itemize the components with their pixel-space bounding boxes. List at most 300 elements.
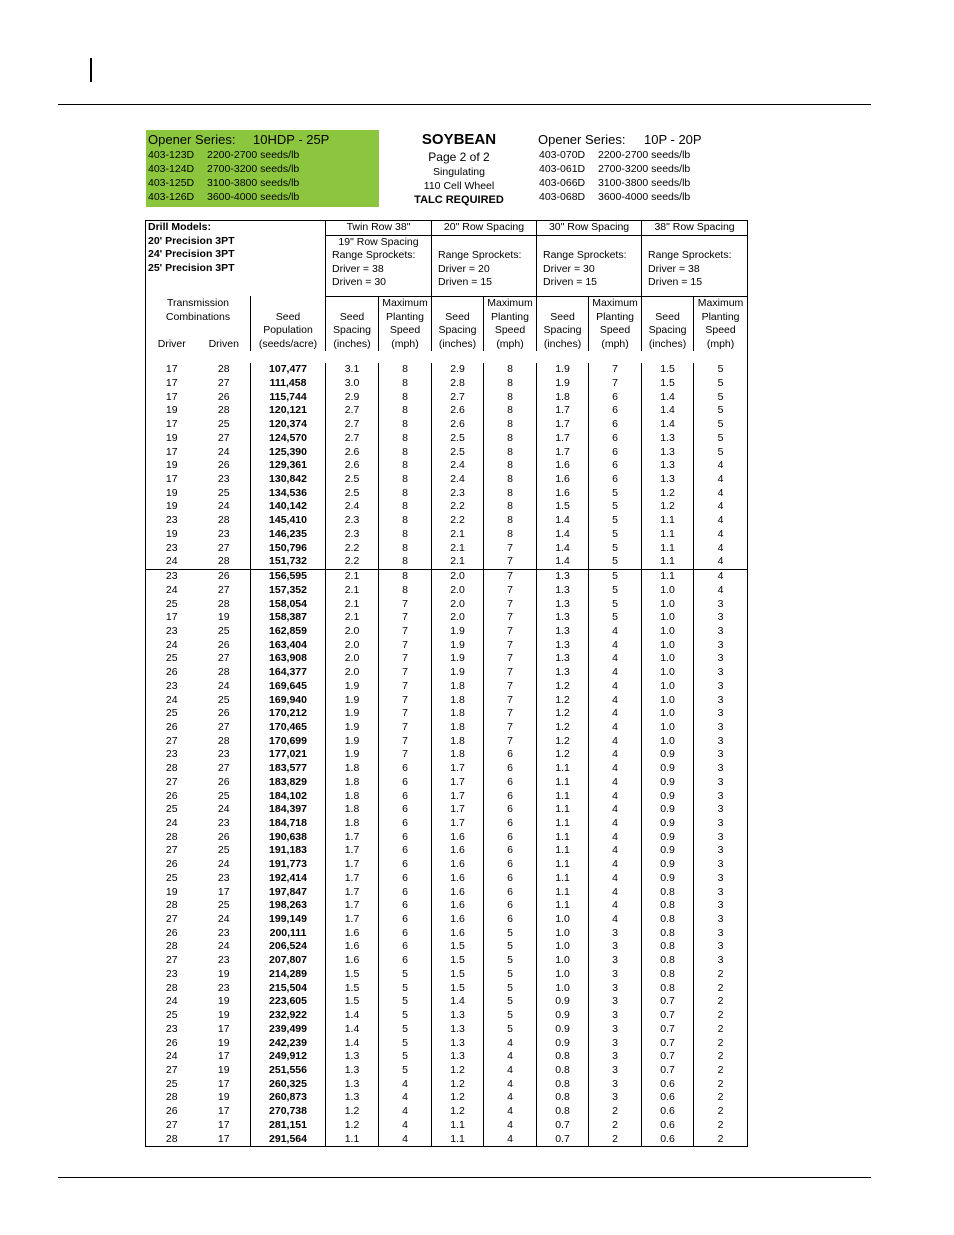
speed-header-line: (mph) (391, 337, 419, 350)
population-cell: 184,718 (251, 817, 326, 831)
speed-cell: 6 (379, 762, 432, 776)
driven-cell: 23 (217, 954, 230, 967)
speed-cell: 7 (379, 707, 432, 721)
population-cell: 239,499 (251, 1023, 326, 1037)
spacing-cell: 1.5 (432, 982, 484, 996)
population-cell: 191,183 (251, 844, 326, 858)
spacing-cell: 2.8 (432, 377, 484, 391)
driver-cell: 23 (146, 968, 198, 982)
speed-cell: 4 (484, 1050, 537, 1064)
spacing-header (537, 296, 589, 351)
table-row (146, 459, 748, 473)
speed-cell: 8 (484, 514, 537, 528)
speed-header-line: (mph) (706, 337, 735, 350)
speed-cell: 4 (484, 1078, 537, 1092)
speed-cell: 6 (379, 803, 432, 817)
spacing-cell: 0.6 (642, 1119, 694, 1133)
speed-cell: 3 (589, 1009, 642, 1023)
spacing-cell: 1.0 (642, 652, 694, 666)
speed-cell: 2 (694, 1091, 748, 1105)
speed-cell: 3 (694, 817, 748, 831)
spacing-cell: 1.1 (537, 858, 589, 872)
speed-cell: 3 (589, 1037, 642, 1051)
driver-cell: 23 (146, 1023, 198, 1037)
population-cell: 199,149 (251, 913, 326, 927)
speed-header-line: Planting (596, 310, 635, 323)
speed-cell: 7 (484, 694, 537, 708)
spacing-cell: 1.6 (432, 844, 484, 858)
spacing-cell: 1.7 (326, 844, 379, 858)
spacing-cell: 1.7 (326, 858, 379, 872)
speed-cell: 5 (694, 404, 748, 418)
spacing-cell: 1.3 (642, 446, 694, 460)
spacing-cell: 0.6 (642, 1091, 694, 1105)
spacing-cell: 1.9 (537, 377, 589, 391)
table-row (146, 954, 748, 968)
table-row (146, 1009, 748, 1023)
spacing-cell: 0.9 (537, 1023, 589, 1037)
spacing-header-line: Spacing (543, 324, 582, 337)
driven-cell: 27 (217, 377, 230, 389)
speed-cell: 2 (694, 968, 748, 982)
spacing-header-line (326, 297, 378, 311)
speed-cell: 8 (379, 555, 432, 569)
population-cell: 130,842 (251, 473, 326, 487)
speed-cell: 8 (484, 432, 537, 446)
spacing-cell: 1.2 (642, 500, 694, 514)
population-cell: 120,121 (251, 404, 326, 418)
spacing-cell: 1.7 (326, 913, 379, 927)
spacing-cell: 1.6 (326, 954, 379, 968)
speed-cell: 4 (484, 1133, 537, 1147)
spacing-cell: 1.2 (537, 735, 589, 749)
driver-cell: 19 (146, 459, 198, 473)
spacing-cell: 0.9 (642, 803, 694, 817)
spacing-cell: 2.6 (326, 459, 379, 473)
spacing-cell: 0.8 (537, 1050, 589, 1064)
spacing-cell: 2.3 (326, 528, 379, 542)
driven-cell: 24 (217, 445, 230, 458)
speed-cell: 2 (694, 1064, 748, 1078)
speed-cell: 4 (589, 762, 642, 776)
population-cell: 129,361 (251, 459, 326, 473)
speed-cell: 2 (694, 1105, 748, 1119)
speed-cell: 2 (694, 1023, 748, 1037)
driver-cell: 17 (146, 363, 198, 377)
population-cell: 232,922 (251, 1009, 326, 1023)
speed-cell: 3 (694, 707, 748, 721)
spacing-cell: 1.4 (642, 404, 694, 418)
population-header (251, 296, 326, 351)
driver-cell: 24 (146, 694, 198, 708)
spacing-cell: 2.9 (432, 363, 484, 377)
spacing-cell: 2.1 (326, 570, 379, 584)
speed-cell: 6 (379, 872, 432, 886)
driven-cell: 17 (217, 1118, 230, 1131)
spacing-cell: 1.7 (537, 418, 589, 432)
spacing-cell: 1.2 (537, 694, 589, 708)
driver-cell: 28 (146, 899, 198, 913)
population-cell: 192,414 (251, 872, 326, 886)
spacing-cell: 2.6 (326, 446, 379, 460)
speed-cell: 8 (379, 542, 432, 556)
range-sprockets (432, 249, 537, 290)
seed-size-range: 3600-4000 seeds/lb (207, 191, 300, 203)
speed-cell: 3 (694, 899, 748, 913)
footer-rule (58, 1177, 871, 1178)
spacing-cell: 1.3 (642, 459, 694, 473)
spacing-header-line: Seed (550, 310, 575, 323)
spacing-cell: 1.1 (537, 790, 589, 804)
drill-model: 20' Precision 3PT (148, 234, 235, 247)
population-cell: 177,021 (251, 748, 326, 762)
speed-cell: 4 (379, 1078, 432, 1092)
speed-cell: 7 (379, 721, 432, 735)
spacing-cell: 1.4 (326, 1009, 379, 1023)
speed-cell: 8 (484, 404, 537, 418)
speed-cell: 6 (484, 872, 537, 886)
sprocket-driven: Driven = 15 (438, 276, 493, 289)
table-row (146, 1105, 748, 1119)
speed-header-line: Speed (599, 324, 631, 337)
speed-cell: 3 (694, 803, 748, 817)
speed-cell: 6 (589, 418, 642, 432)
sprocket-driven: Driven = 30 (332, 276, 387, 289)
speed-cell: 6 (484, 803, 537, 817)
driver-cell: 27 (146, 735, 198, 749)
spacing-cell: 1.1 (537, 886, 589, 900)
speed-cell: 7 (484, 555, 537, 569)
spacing-cell: 1.0 (537, 940, 589, 954)
driver-cell: 17 (146, 446, 198, 460)
spacing-cell: 1.1 (537, 844, 589, 858)
table-row (146, 721, 748, 735)
spacing-cell: 2.5 (432, 432, 484, 446)
speed-cell: 6 (379, 858, 432, 872)
speed-cell: 3 (694, 886, 748, 900)
margin-bar (90, 58, 92, 82)
part-number: 403-066D (539, 177, 586, 189)
driven-cell: 26 (198, 570, 251, 584)
speed-cell: 5 (694, 432, 748, 446)
speed-cell: 4 (379, 1133, 432, 1147)
speed-header (379, 296, 432, 351)
spacing-cell: 1.5 (432, 940, 484, 954)
speed-cell: 6 (379, 927, 432, 941)
speed-cell: 6 (379, 817, 432, 831)
speed-cell: 6 (484, 913, 537, 927)
driven-cell: 25 (217, 693, 230, 706)
spacing-cell: 2.2 (326, 555, 379, 569)
spacing-cell: 1.1 (537, 817, 589, 831)
speed-cell: 2 (694, 1078, 748, 1092)
speed-header-line: Planting (491, 310, 529, 323)
spacing-cell: 1.8 (326, 776, 379, 790)
population-cell: 291,564 (251, 1133, 326, 1147)
speed-cell: 2 (694, 1050, 748, 1064)
speed-cell: 6 (379, 776, 432, 790)
range-sprockets (537, 249, 642, 290)
spacing-cell: 1.2 (537, 680, 589, 694)
driver-cell: 17 (146, 377, 198, 391)
spacing-cell: 1.7 (326, 899, 379, 913)
population-cell: 281,151 (251, 1119, 326, 1133)
table-row (146, 1133, 748, 1147)
speed-cell: 6 (379, 886, 432, 900)
population-cell: 111,458 (251, 377, 326, 391)
sprocket-driven: Driven = 15 (543, 276, 598, 289)
table-row (146, 1078, 748, 1092)
speed-cell: 6 (484, 831, 537, 845)
spacing-cell: 2.7 (326, 418, 379, 432)
spacing-cell: 1.7 (432, 817, 484, 831)
speed-cell: 3 (694, 721, 748, 735)
spacing-cell: 1.5 (642, 363, 694, 377)
table-row (146, 1119, 748, 1133)
driven-cell: 28 (217, 514, 230, 527)
table-row (146, 555, 748, 569)
driver-cell: 25 (146, 1009, 198, 1023)
population-cell: 170,465 (251, 721, 326, 735)
speed-cell: 7 (484, 584, 537, 598)
table-row (146, 570, 748, 584)
speed-cell: 7 (484, 707, 537, 721)
table-row (146, 858, 748, 872)
opener-part-row (537, 176, 747, 190)
spacing-cell: 2.7 (432, 391, 484, 405)
speed-header-line: Speed (389, 324, 421, 337)
speed-cell: 5 (589, 528, 642, 542)
table-row (146, 803, 748, 817)
driven-cell: 24 (217, 913, 230, 926)
driver-cell: 26 (146, 927, 198, 941)
speed-cell: 5 (589, 598, 642, 612)
population-header-line: (seeds/acre) (258, 337, 318, 350)
speed-cell: 8 (484, 459, 537, 473)
speed-cell: 3 (694, 927, 748, 941)
driver-header: Driver (157, 337, 186, 350)
spacing-cell: 2.9 (326, 391, 379, 405)
spacing-cell: 0.8 (642, 886, 694, 900)
driver-cell: 25 (146, 872, 198, 886)
spacing-cell: 1.2 (432, 1105, 484, 1119)
speed-cell: 7 (379, 611, 432, 625)
speed-cell: 5 (484, 968, 537, 982)
speed-cell: 5 (694, 377, 748, 391)
speed-cell: 3 (589, 1078, 642, 1092)
driven-cell: 28 (217, 734, 230, 747)
driven-cell: 24 (217, 679, 230, 692)
table-row (146, 528, 748, 542)
speed-cell: 4 (589, 735, 642, 749)
spacing-cell: 0.7 (537, 1119, 589, 1133)
table-row (146, 432, 748, 446)
group-subtitle: 19" Row Spacing (326, 235, 432, 249)
speed-cell: 8 (484, 377, 537, 391)
speed-cell: 6 (379, 844, 432, 858)
speed-cell: 4 (694, 514, 748, 528)
speed-cell: 3 (694, 748, 748, 762)
population-cell: 215,504 (251, 982, 326, 996)
driven-cell: 25 (217, 789, 230, 802)
speed-cell: 5 (484, 1023, 537, 1037)
speed-cell: 7 (379, 598, 432, 612)
spacing-cell: 2.3 (326, 514, 379, 528)
spacing-cell: 1.0 (642, 680, 694, 694)
spacing-cell: 2.3 (432, 487, 484, 501)
driver-cell: 19 (146, 487, 198, 501)
speed-cell: 5 (484, 927, 537, 941)
driven-cell: 23 (217, 817, 230, 829)
table-row (146, 1037, 748, 1051)
opener-series-right (537, 130, 747, 204)
spacing-cell: 0.8 (642, 982, 694, 996)
spacing-cell: 1.9 (432, 666, 484, 680)
population-header-line: Population (263, 324, 313, 337)
driven-cell: 24 (217, 940, 230, 953)
speed-cell: 5 (484, 982, 537, 996)
speed-cell: 4 (589, 680, 642, 694)
part-number: 403-125D (148, 177, 195, 189)
population-cell: 169,940 (251, 694, 326, 708)
spacing-cell: 0.7 (642, 1050, 694, 1064)
spacing-cell: 1.5 (432, 954, 484, 968)
spacing-cell: 1.0 (642, 666, 694, 680)
spacing-cell: 2.5 (432, 446, 484, 460)
speed-cell: 5 (379, 1009, 432, 1023)
spacing-cell: 1.3 (537, 598, 589, 612)
speed-cell: 7 (589, 363, 642, 377)
speed-cell: 4 (589, 652, 642, 666)
spacing-cell: 1.4 (537, 514, 589, 528)
population-cell: 163,404 (251, 639, 326, 653)
speed-cell: 4 (589, 790, 642, 804)
speed-cell: 4 (694, 570, 748, 584)
population-cell: 140,142 (251, 500, 326, 514)
speed-cell: 4 (589, 721, 642, 735)
speed-cell: 4 (589, 844, 642, 858)
group-title: 30" Row Spacing (537, 221, 642, 236)
part-number: 403-123D (148, 149, 195, 161)
population-cell: 191,773 (251, 858, 326, 872)
speed-cell: 8 (379, 446, 432, 460)
spacing-cell: 2.2 (432, 500, 484, 514)
spacing-cell: 2.0 (432, 598, 484, 612)
opener-part-row (146, 176, 379, 190)
driven-cell: 27 (217, 652, 230, 665)
speed-cell: 8 (379, 377, 432, 391)
spacing-header-line (432, 297, 483, 311)
driver-cell: 17 (146, 391, 198, 405)
spacing-cell: 1.3 (326, 1078, 379, 1092)
table-row (146, 762, 748, 776)
spacing-cell: 1.6 (432, 927, 484, 941)
spacing-cell: 1.6 (537, 473, 589, 487)
sprocket-label: Range Sprockets: (332, 249, 416, 262)
spacing-header-line: Spacing (648, 324, 687, 337)
speed-cell: 7 (484, 570, 537, 584)
spacing-cell: 1.1 (642, 542, 694, 556)
driven-cell: 23 (217, 981, 230, 994)
speed-cell: 4 (589, 803, 642, 817)
speed-cell: 5 (694, 418, 748, 432)
speed-cell: 3 (694, 598, 748, 612)
speed-cell: 3 (694, 790, 748, 804)
speed-cell: 6 (484, 790, 537, 804)
speed-cell: 7 (379, 639, 432, 653)
speed-cell: 8 (484, 418, 537, 432)
driver-cell: 24 (146, 584, 198, 598)
speed-cell: 8 (379, 584, 432, 598)
page-indicator: Page 2 of 2 (428, 150, 490, 164)
population-cell: 251,556 (251, 1064, 326, 1078)
spacing-cell: 1.0 (642, 639, 694, 653)
speed-cell: 8 (379, 391, 432, 405)
table-row (146, 542, 748, 556)
driven-cell: 26 (217, 830, 230, 843)
speed-cell: 6 (589, 473, 642, 487)
spacing-cell: 0.7 (642, 1037, 694, 1051)
speed-cell: 6 (484, 886, 537, 900)
group-title: Twin Row 38" (326, 221, 432, 236)
spacing-cell: 1.8 (537, 391, 589, 405)
population-cell: 184,397 (251, 803, 326, 817)
spacing-cell: 1.0 (537, 954, 589, 968)
table-row (146, 940, 748, 954)
speed-cell: 6 (589, 432, 642, 446)
speed-cell: 5 (694, 446, 748, 460)
driven-cell: 26 (217, 638, 230, 651)
speed-cell: 6 (484, 748, 537, 762)
driver-cell: 19 (146, 500, 198, 514)
table-row (146, 446, 748, 460)
spacing-cell: 2.0 (326, 625, 379, 639)
spacing-cell: 1.7 (432, 762, 484, 776)
opener-part-row (537, 148, 747, 162)
spacing-cell: 2.0 (326, 652, 379, 666)
table-row (146, 666, 748, 680)
driver-cell: 19 (146, 404, 198, 418)
population-cell: 158,387 (251, 611, 326, 625)
table-row (146, 514, 748, 528)
population-cell: 249,912 (251, 1050, 326, 1064)
population-cell: 134,536 (251, 487, 326, 501)
speed-cell: 3 (589, 954, 642, 968)
spacing-cell: 1.8 (326, 762, 379, 776)
spacing-cell: 1.0 (642, 611, 694, 625)
spacing-cell: 1.3 (432, 1009, 484, 1023)
table-row (146, 404, 748, 418)
speed-cell: 4 (484, 1064, 537, 1078)
spacing-cell: 2.1 (432, 528, 484, 542)
speed-cell: 6 (379, 940, 432, 954)
driven-cell: 27 (217, 431, 230, 444)
speed-cell: 4 (694, 584, 748, 598)
speed-header-line: (mph) (496, 337, 524, 350)
spacing-cell: 1.8 (326, 790, 379, 804)
speed-cell: 5 (589, 542, 642, 556)
spacing-cell: 2.0 (326, 639, 379, 653)
driver-cell: 24 (146, 817, 198, 831)
speed-cell: 6 (484, 844, 537, 858)
spacing-header-line (642, 297, 693, 311)
spacing-cell: 2.1 (326, 611, 379, 625)
spacing-cell: 2.0 (432, 584, 484, 598)
speed-cell: 2 (694, 1119, 748, 1133)
table-row (146, 611, 748, 625)
spacing-cell: 1.9 (432, 625, 484, 639)
table-row (146, 363, 748, 377)
